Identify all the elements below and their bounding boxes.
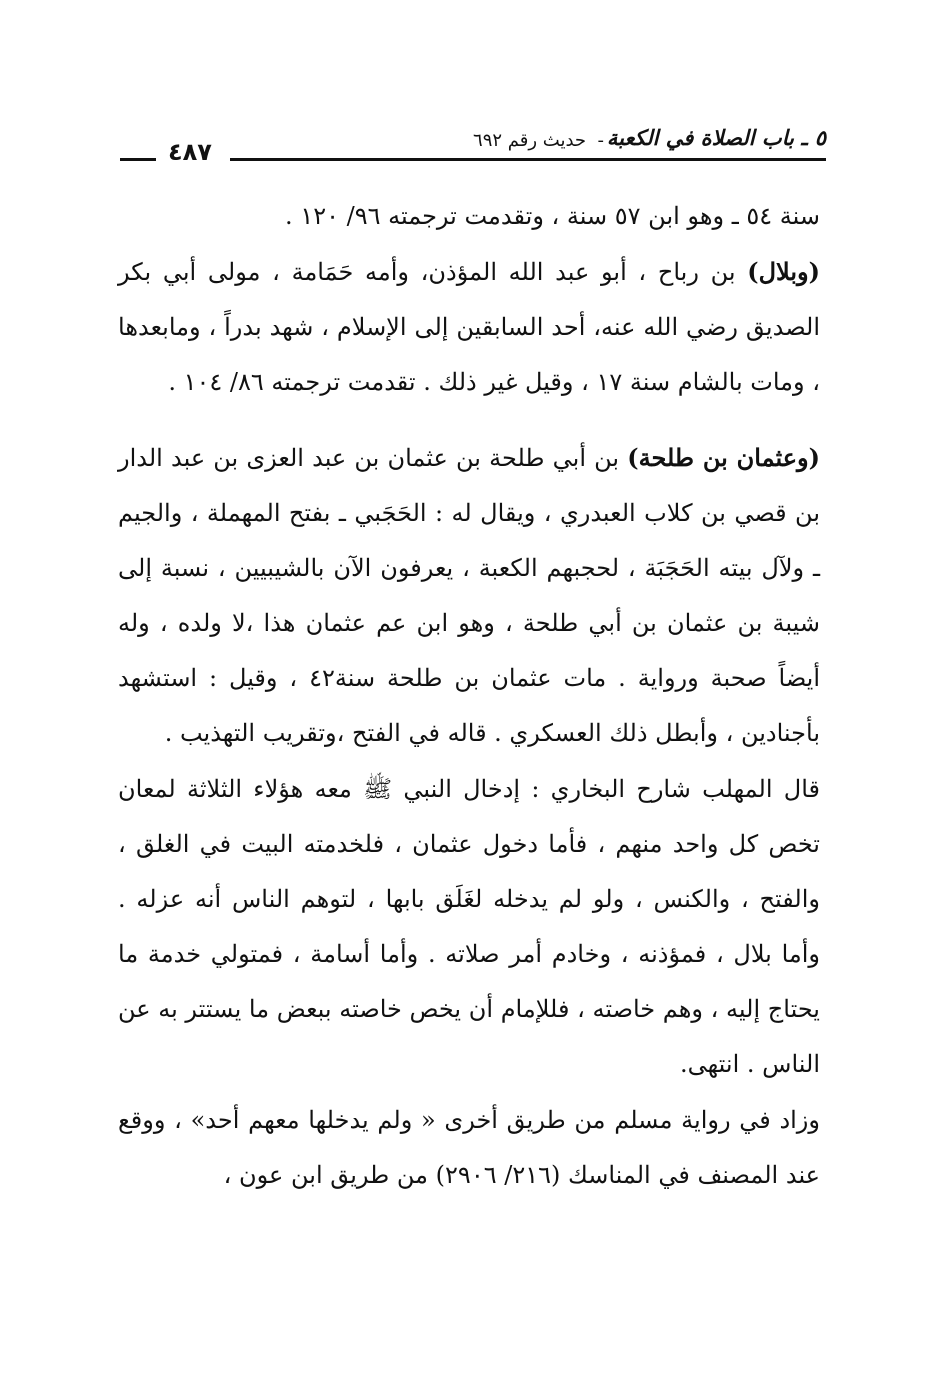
page-body	[118, 188, 820, 1203]
paragraph-lead: (وبلال)	[747, 257, 820, 286]
paragraph-text: قال المهلب شارح البخاري : إدخال النبي ﷺ معه هؤلاء الثلاثة لمعان تخص كل واحد منهم ، فأما دخول عثمان ، فلخدمته البيت في الغلق ، والفتح ، والكنس ، ولو لم يدخله لغَلَق بابها ، لتوهم الناس أنه عزله . وأما بلال ، فمؤذنه ، وخادم أمر صلاته . وأما أسامة ، فمتولي خدمة ما يحتاج إليه ، وهم خاصته ، فللإمام أن يخص خاصته ببعض ما يستتر به عن الناس . انتهى.	[118, 775, 820, 1078]
paragraph-uthman	[118, 430, 820, 761]
paragraph-muhallab	[118, 761, 820, 1092]
paragraph-lead: (وعثمان بن طلحة)	[627, 443, 821, 472]
paragraph-bilal	[118, 244, 820, 410]
paragraph-muslim	[118, 1092, 820, 1203]
hadith-reference	[473, 130, 604, 151]
page-number: ٤٨٧	[168, 138, 212, 166]
hadith-number: حديث رقم ٦٩٢	[473, 130, 587, 151]
paragraph-text: سنة ٥٤ ـ وهو ابن ٥٧ سنة ، وتقدمت ترجمته ٩٦/ ١٢٠ .	[285, 202, 820, 230]
paragraph-text: بن رباح ، أبو عبد الله المؤذن، وأمه حَمَامة ، مولى أبي بكر الصديق رضي الله عنه، أحد السابقين إلى الإسلام ، شهد بدراً ، ومابعدها ، ومات بالشام سنة ١٧ ، وقيل غير ذلك . تقدمت ترجمته ٨٦/ ١٠٤ .	[118, 258, 820, 396]
header-rule-short	[120, 158, 156, 161]
running-header	[120, 118, 826, 168]
chapter-title: ٥ ـ باب الصلاة في الكعبة	[606, 126, 826, 150]
header-separator: -	[597, 130, 604, 151]
paragraph-text: بن أبي طلحة بن عثمان بن عبد العزى بن عبد الدار بن قصي بن كلاب العبدري ، ويقال له : الحَجَبي ـ بفتح المهملة ، والجيم ـ ولآل بيته الحَجَبَة ، لحجبهم الكعبة ، يعرفون الآن بالشيبيين ، نسبة إلى شيبة بن عثمان بن أبي طلحة ، وهو ابن عم عثمان هذا ،لا ولده ، وله أيضاً صحبة ورواية . مات عثمان بن طلحة سنة٤٢ ، وقيل : استشهد بأجنادين ، وأبطل ذلك العسكري . قاله في الفتح ،وتقريب التهذيب .	[118, 444, 821, 747]
paragraph-text: وزاد في رواية مسلم من طريق أخرى « ولم يدخلها معهم أحد» ، ووقع عند المصنف في المناسك (٢١٦/ ٢٩٠٦) من طريق ابن عون ،	[118, 1106, 820, 1189]
header-rule	[230, 158, 826, 161]
paragraph-1	[118, 188, 820, 244]
